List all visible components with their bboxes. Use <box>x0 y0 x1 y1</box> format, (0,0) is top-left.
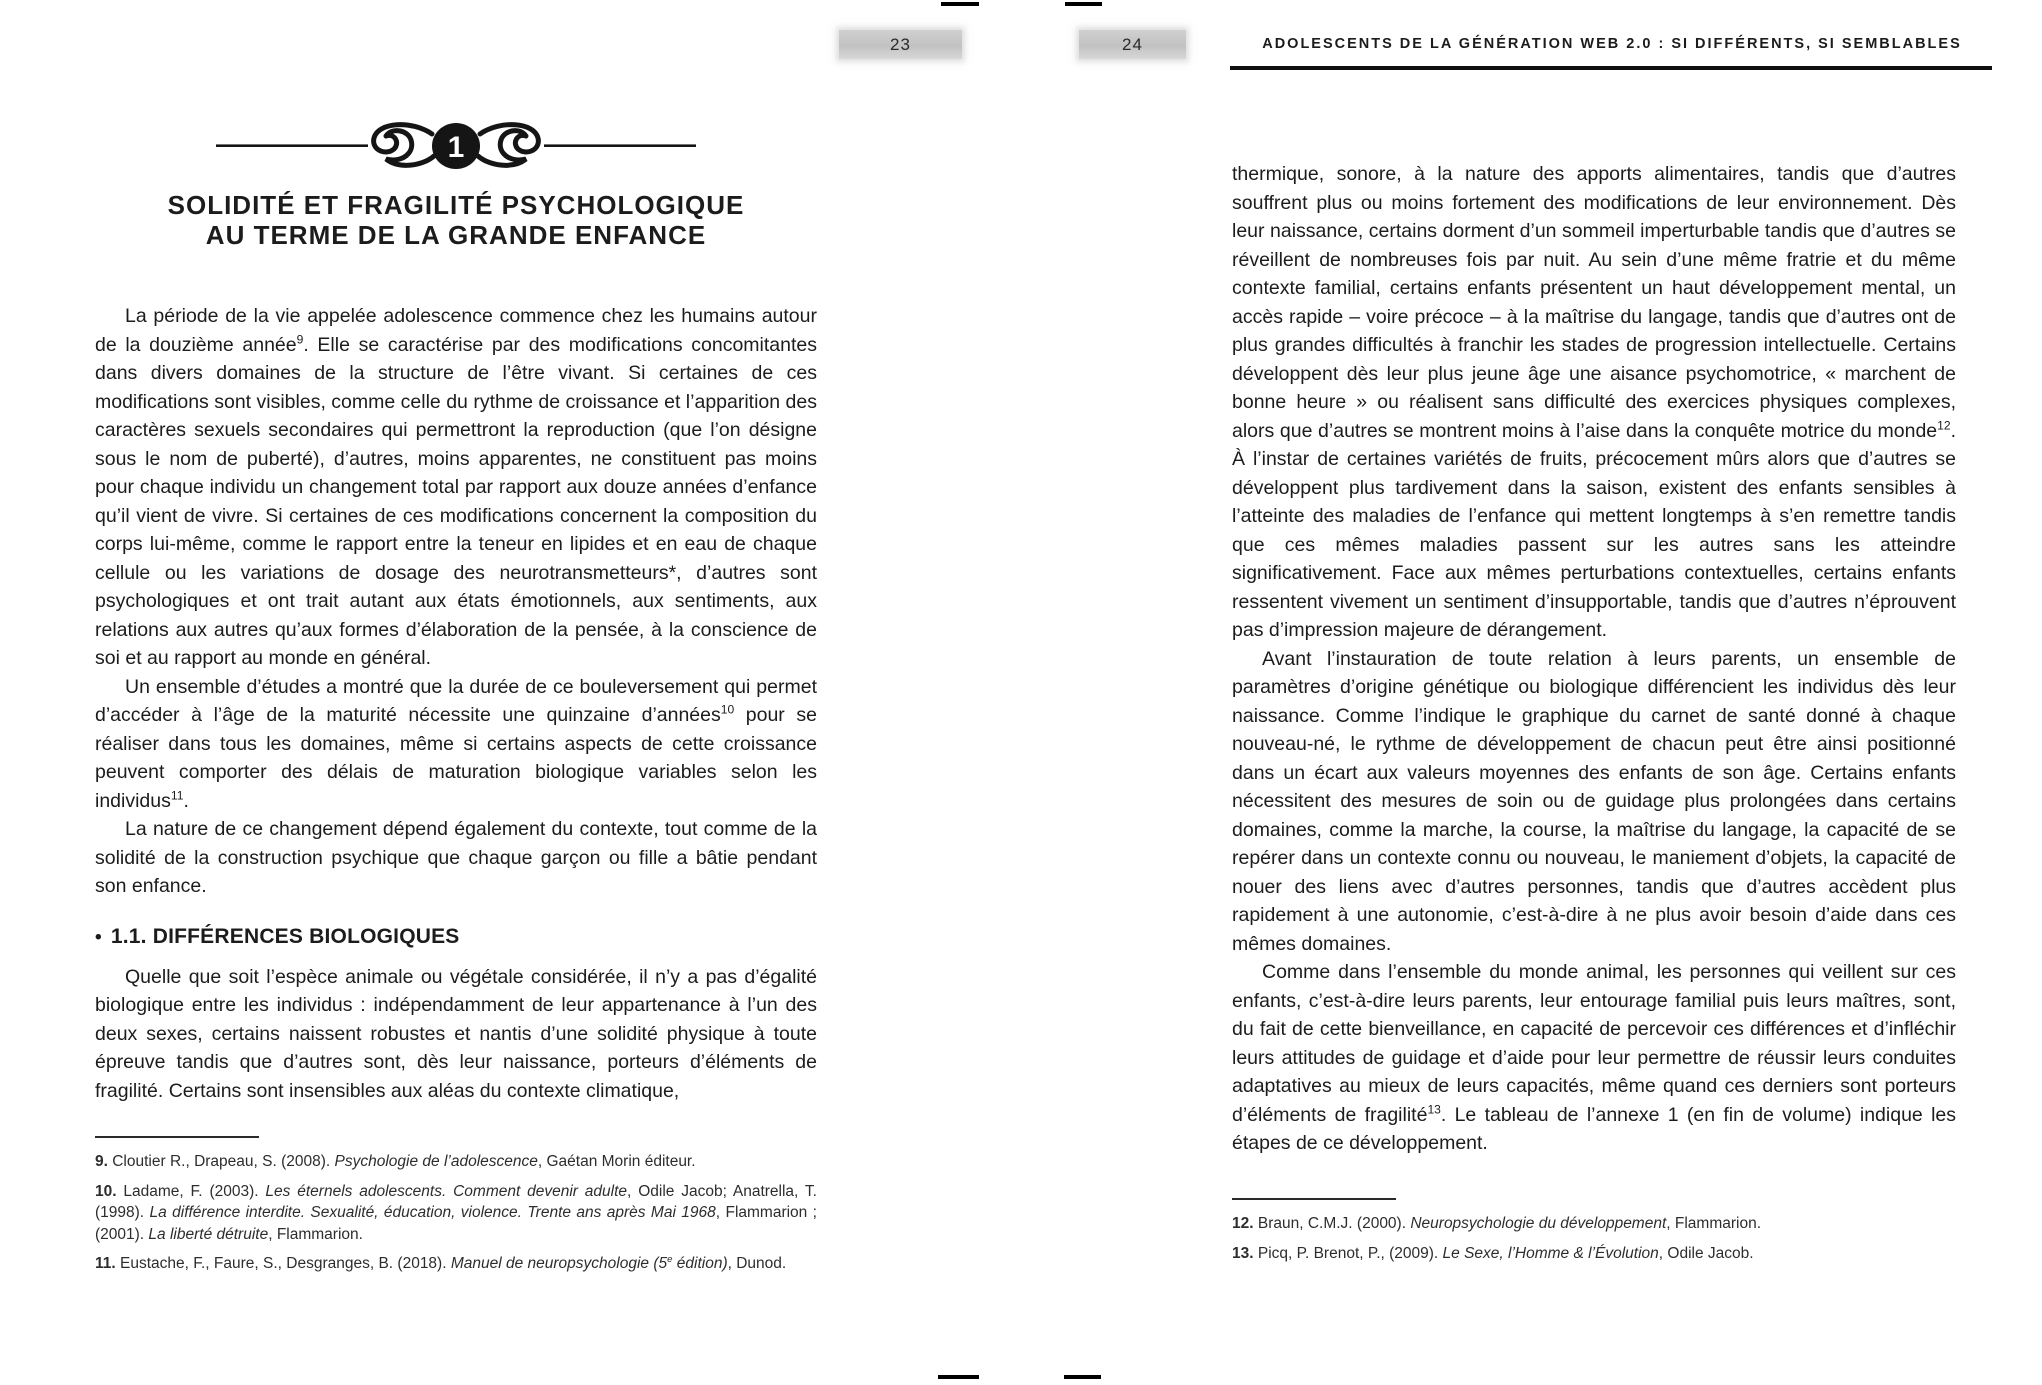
footnote-rule <box>95 1136 259 1138</box>
right-page <box>1232 160 1956 1158</box>
ornament-left-scroll <box>374 125 434 166</box>
right-page-number: 24 <box>1122 34 1143 54</box>
footnote: 13. Picq, P. Brenot, P., (2009). Le Sexe, l’Homme & l’Évolution, Odile Jacob. <box>1232 1244 1754 1262</box>
section-heading <box>95 925 817 949</box>
chapter-title-line1: SOLIDITÉ ET FRAGILITÉ PSYCHOLOGIQUE <box>167 190 745 220</box>
paragraph: Quelle que soit l’espèce animale ou végétale considérée, il n’y a pas d’égalité biologique entre les individus : indépendamment de leur appartenance à l’un des deux sexes, certains naissent robustes et nantis d’une solidité physique à toute épreuve tandis que d’autres sont, dès leur naissance, porteurs d’éléments de fragilité. Certains sont insensibles aux aléas du contexte climatique, <box>95 965 817 1102</box>
right-page-footnotes <box>1232 1198 1954 1272</box>
chapter-title <box>95 190 817 250</box>
left-page-body <box>95 302 817 1105</box>
chapter-title-line2: AU TERME DE LA GRANDE ENFANCE <box>205 220 707 250</box>
crop-mark <box>941 2 979 6</box>
ornament-right-rule <box>544 144 696 147</box>
left-page-footnotes <box>95 1136 817 1283</box>
paragraph: Un ensemble d’études a montré que la durée de ce bouleversement qui permet d’accéder à l’âge de la maturité nécessite une quinzaine d’années$^{10}$ pour se réaliser dans tous les domaines, même si certains aspects de cette croissance peuvent comporter des délais de maturation biologique variables selon les individus$^{11}$. <box>95 675 817 812</box>
left-page-number: 23 <box>890 34 911 54</box>
paragraph: Comme dans l’ensemble du monde animal, les personnes qui veillent sur ces enfants, c’est-à-dire leurs parents, leur entourage familial puis leurs maîtres, sont, du fait de cette bienveillance, en capacité de percevoir ces différences et d’infléchir leurs attitudes de guidage et d’aide pour leur permettre de réussir leurs conduites adaptatives au mieux de leurs capacités, même quand ces derniers sont porteurs d’éléments de fragilité$^{13}$. Le tableau de l’annexe 1 (en fin de volume) indique les étapes de ce développement. <box>1232 961 1956 1154</box>
ornament-left-rule <box>216 144 368 147</box>
paragraph: La nature de ce changement dépend également du contexte, tout comme de la solidité de la construction psychique que chaque garçon ou fille a bâtie pendant son enfance. <box>95 818 817 897</box>
crop-mark <box>938 1375 979 1379</box>
crop-mark <box>1064 1375 1101 1379</box>
crop-mark <box>1065 2 1102 6</box>
section-heading-label: 1.1. DIFFÉRENCES BIOLOGIQUES <box>110 924 460 948</box>
footnote: 12. Braun, C.M.J. (2000). Neuropsychologie du développement, Flammarion. <box>1232 1215 1762 1232</box>
footnote: 10. Ladame, F. (2003). Les éternels adolescents. Comment devenir adulte, Odile Jacob; Anatrella, T. (1998). La différence interdite. Sexualité, éducation, violence. Trente ans après Mai 1968, Flammarion ; (2001). La liberté détruite, Flammarion. <box>95 1182 817 1243</box>
left-page <box>95 118 817 1105</box>
right-page-number-tab <box>1079 30 1186 59</box>
paragraph: La période de la vie appelée adolescence commence chez les humains autour de la douzième année$^9$. Elle se caractérise par des modifications concomitantes dans divers domaines de la structure de l’être vivant. Si certaines de ces modifications sont visibles, comme celle du rythme de croissance et l’apparition des caractères sexuels secondaires qui permettront la reproduction (que l’on désigne sous le nom de puberté), d’autres, moins apparentes, ne constituent pas moins pour chaque individu un changement total par rapport aux douze années d’enfance qu’il vient de vivre. Si certaines de ces modifications concernent la composition du corps lui-même, comme le rapport entre la teneur en lipides et en eau de chaque cellule ou les variations de dosage des neurotransmetteurs*, d’autres sont psychologiques et ont trait autant aux états émotionnels, aux sentiments, aux relations aux autres qu’aux formes d’élaboration de la pensée, à la conscience de soi et au rapport au monde en général. <box>95 305 817 669</box>
footnote-rule <box>1232 1198 1396 1200</box>
chapter-number: 1 <box>447 131 465 164</box>
running-header: ADOLESCENTS DE LA GÉNÉRATION WEB 2.0 : SI DIFFÉRENTS, SI SEMBLABLES <box>1262 36 1962 52</box>
left-page-number-tab <box>839 30 962 59</box>
bullet-icon: • <box>95 926 102 948</box>
ornament-right-scroll <box>478 125 538 166</box>
paragraph: thermique, sonore, à la nature des apports alimentaires, tandis que d’autres souffrent plus ou moins fortement des modifications de leur environnement. Dès leur naissance, certains dorment d’un sommeil imperturbable tandis que d’autres se réveillent de nombreuses fois par nuit. Au sein d’une même fratrie et du même contexte familial, certains enfants présentent un haut développement mental, un accès rapide – voire précoce – à la maîtrise du langage, tandis que d’autres ont de plus grandes difficultés à franchir les stades de progression intellectuelle. Certains développent dès leur plus jeune âge une aisance psychomotrice, « marchent de bonne heure » ou réalisent sans difficulté des exercices physiques complexes, alors que d’autres se montrent moins à l’aise dans la conquête motrice du monde$^{12}$. À l’instar de certaines variétés de fruits, précocement mûrs alors que d’autres se développent plus tardivement dans la saison, existent des enfants sensibles à l’atteinte des maladies de l’enfance qui mettent longtemps à s’en remettre tandis que ces mêmes maladies passent sur les autres sans les atteindre significativement. Face aux mêmes perturbations contextuelles, certains enfants ressentent vivement un sentiment d’insupportable, tandis que d’autres n’éprouvent pas d’impression majeure de dérangement. <box>1232 163 1956 641</box>
footnote: 11. Eustache, F., Faure, S., Desgranges, B. (2018). Manuel de neuropsychologie (5e édition), Dunod. <box>95 1253 787 1272</box>
chapter-ornament <box>216 118 696 174</box>
footnote: 9. Cloutier R., Drapeau, S. (2008). Psychologie de l’adolescence, Gaétan Morin éditeur. <box>95 1153 696 1170</box>
paragraph: Avant l’instauration de toute relation à leurs parents, un ensemble de paramètres d’origine génétique ou biologique différencient les individus dès leur naissance. Comme l’indique le graphique du carnet de santé donné à chaque nouveau-né, le rythme de développement de chacun peut être ainsi positionné dans un écart aux valeurs moyennes des enfants de son âge. Certains enfants nécessitent des mesures de soin ou de guidage plus prolongées dans certains domaines, comme la marche, la course, la maîtrise du langage, la capacité de se repérer dans un contexte connu ou nouveau, le maniement d’objets, la capacité de nouer des liens avec d’autres personnes, tandis que d’autres accèdent plus rapidement à une autonomie, c’est-à-dire à ne plus avoir besoin d’aide dans ces mêmes domaines. <box>1232 647 1956 955</box>
running-header-rule <box>1230 66 1992 70</box>
